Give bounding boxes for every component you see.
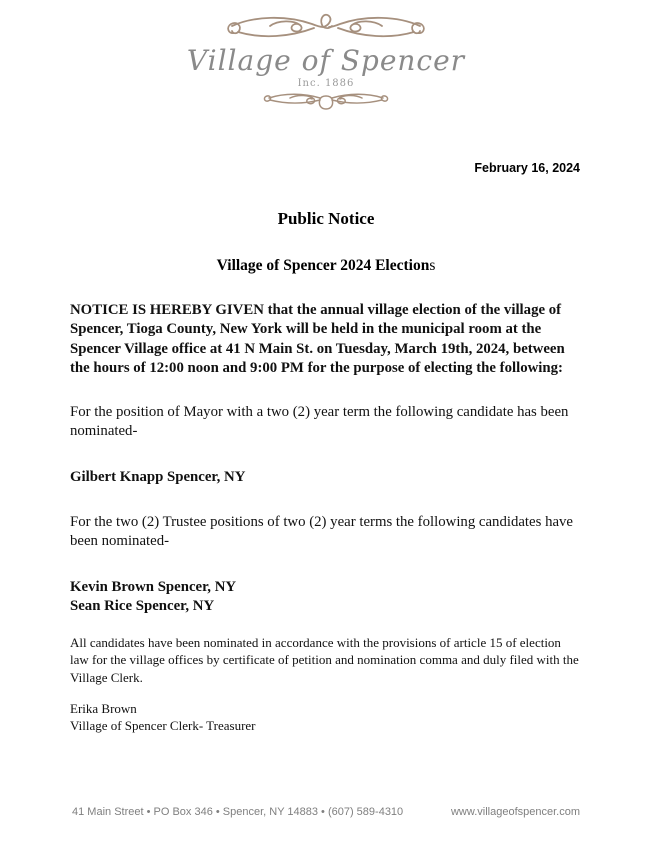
notice-paragraph: NOTICE IS HEREBY GIVEN that the annual village election of the village of Spencer, Tioga County, New York will be held in the municipal room at the Spencer Village office at 41 N Main St. on Tuesday, March 19th, 2024, between the hours of 12:00 noon and 9:00 PM for the purpose of electing the following: bbox=[70, 301, 565, 377]
mayor-intro-paragraph: For the position of Mayor with a two (2) year term the following candidate has been nominated- bbox=[70, 403, 569, 440]
flourish-bottom-icon bbox=[260, 91, 392, 111]
signature-name: Erika Brown bbox=[70, 700, 137, 716]
logo bbox=[0, 0, 652, 111]
notice-title: Public Notice bbox=[277, 208, 375, 228]
page-footer bbox=[0, 806, 652, 818]
signature-block bbox=[70, 700, 582, 735]
signature-title: Village of Spencer Clerk- Treasurer bbox=[70, 718, 256, 734]
document-date: February 16, 2024 bbox=[474, 160, 580, 175]
notice-subtitle-bold: Village of Spencer 2024 Election bbox=[216, 256, 430, 274]
trustee-candidate: Kevin Brown Spencer, NY bbox=[70, 578, 237, 595]
logo-subtitle: Inc. 1886 bbox=[297, 77, 355, 89]
notice-subtitle-tail: s bbox=[429, 256, 436, 274]
logo-title: Village of Spencer bbox=[186, 44, 466, 77]
trustee-candidates bbox=[70, 578, 582, 617]
footer-address: 41 Main Street • PO Box 346 • Spencer, NY 14883 • (607) 589-4310 bbox=[72, 806, 404, 818]
mayor-candidate: Gilbert Knapp Spencer, NY bbox=[70, 468, 246, 485]
notice-subtitle bbox=[0, 257, 652, 275]
footer-website: www.villageofspencer.com bbox=[450, 806, 580, 818]
flourish-top-icon bbox=[224, 12, 428, 44]
trustee-intro-paragraph: For the two (2) Trustee positions of two (2) year terms the following candidates have been nominated- bbox=[70, 513, 573, 550]
trustee-candidate: Sean Rice Spencer, NY bbox=[70, 598, 215, 615]
notice-body bbox=[0, 301, 652, 735]
legal-paragraph: All candidates have been nominated in accordance with the provisions of article 15 of election law for the village offices by certificate of petition and nomination comma and duly filed with the Village Clerk. bbox=[70, 634, 579, 685]
